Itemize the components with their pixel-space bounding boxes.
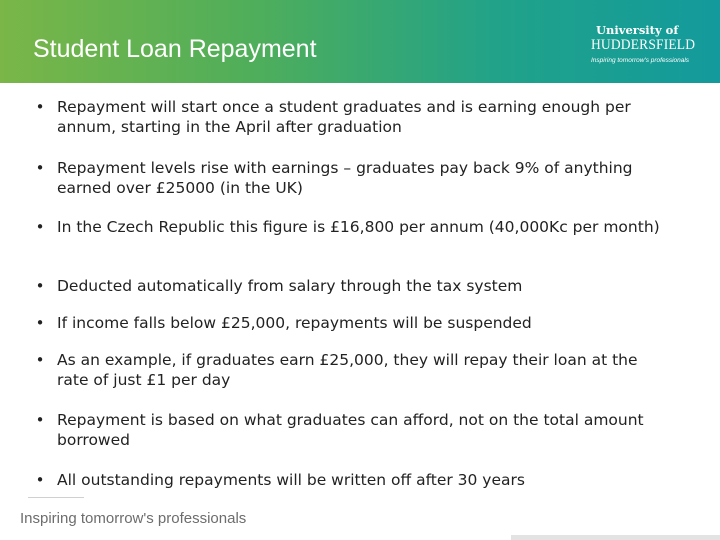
- bullet-text: In the Czech Republic this figure is £16,800 per annum (40,000Kc per month): [57, 218, 660, 236]
- bullet-item: [30, 276, 670, 296]
- bullet-icon: •: [35, 314, 45, 332]
- bullet-icon: •: [35, 411, 45, 429]
- bullet-text: Repayment levels rise with earnings – graduates pay back 9% of anything earned over £25000 (in the UK): [57, 159, 633, 197]
- footer-bar: [511, 535, 720, 540]
- bullet-item: [30, 350, 670, 390]
- logo-line-2: HUDDERSFIELD: [591, 37, 696, 53]
- bullet-text: Repayment is based on what graduates can afford, not on the total amount borrowed: [57, 411, 644, 449]
- bullet-icon: •: [35, 351, 45, 369]
- bullet-icon: •: [35, 471, 45, 489]
- bullet-item: [30, 313, 670, 333]
- bullet-icon: •: [35, 98, 45, 116]
- bullet-icon: •: [35, 218, 45, 236]
- bullet-item: [30, 470, 670, 490]
- bullet-icon: •: [35, 277, 45, 295]
- bullet-item: [30, 410, 670, 450]
- bullet-text: Repayment will start once a student graduates and is earning enough per annum, starting in the April after graduation: [57, 98, 631, 136]
- bullet-text: As an example, if graduates earn £25,000, they will repay their loan at the rate of just £1 per day: [57, 351, 638, 389]
- bullet-text: Deducted automatically from salary through the tax system: [57, 277, 523, 295]
- bullet-item: [30, 97, 670, 137]
- logo-line-1: University of: [596, 23, 679, 37]
- slide-title: Student Loan Repayment: [33, 35, 317, 63]
- bullet-icon: •: [35, 159, 45, 177]
- bullet-text: If income falls below £25,000, repayments will be suspended: [57, 314, 532, 332]
- bullet-item: [30, 158, 670, 198]
- logo-tagline: Inspiring tomorrow's professionals: [591, 57, 690, 64]
- footer-divider: [28, 497, 84, 498]
- footer-tagline: Inspiring tomorrow's professionals: [20, 510, 247, 527]
- bullet-text: All outstanding repayments will be written off after 30 years: [57, 471, 525, 489]
- bullet-item: [30, 217, 670, 237]
